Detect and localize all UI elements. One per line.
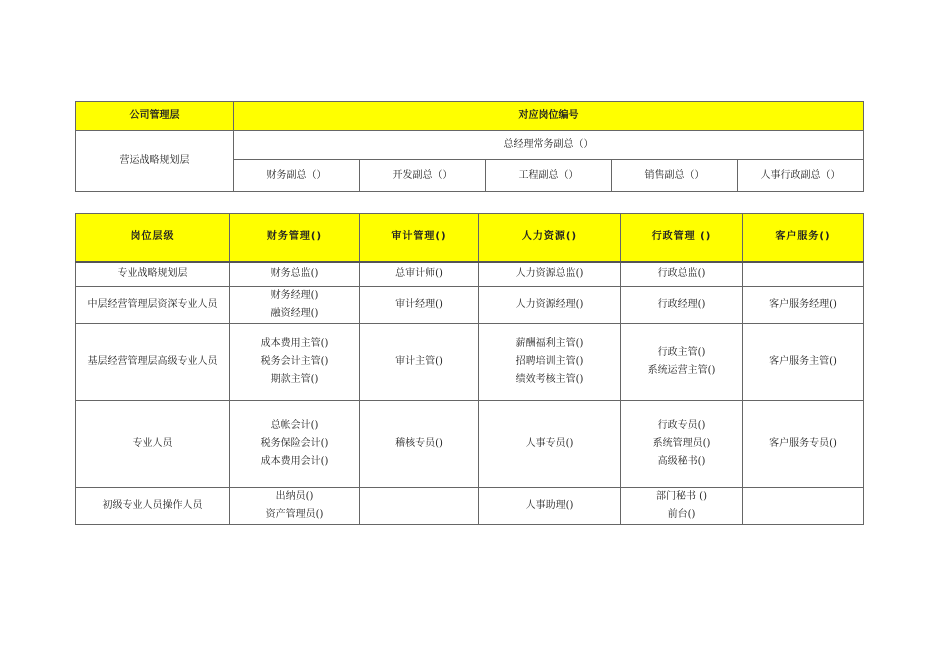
level-cell: 初级专业人员操作人员 — [76, 488, 230, 525]
audit-cell — [360, 488, 479, 525]
sub-position-development: 开发副总（） — [360, 160, 486, 192]
service-cell — [743, 262, 864, 287]
top-position: 总经理常务副总（） — [234, 131, 864, 160]
position-name: 出纳员() — [275, 491, 314, 502]
position-name: 人事助理() — [525, 500, 574, 511]
admin-cell — [621, 287, 743, 324]
sub-position-engineering: 工程副总（） — [486, 160, 612, 192]
position-name: 税务保险会计() — [260, 438, 329, 449]
position-name: 绩效考核主管() — [515, 374, 584, 385]
position-name: 期款主管() — [270, 374, 319, 385]
sub-position-sales: 销售副总（） — [612, 160, 738, 192]
hr-cell — [479, 287, 621, 324]
sub-position-hr-admin: 人事行政副总（） — [738, 160, 864, 192]
audit-cell — [360, 401, 479, 488]
position-name: 成本费用会计() — [260, 456, 329, 467]
position-name: 部门秘书 () — [656, 491, 707, 502]
position-name: 高级秘书() — [657, 456, 706, 467]
header-audit: 审计管理() — [360, 214, 479, 262]
position-name: 招聘培训主管() — [515, 356, 584, 367]
hr-cell — [479, 401, 621, 488]
position-name: 薪酬福利主管() — [515, 338, 584, 349]
position-name: 成本费用主管() — [260, 338, 329, 349]
hr-cell — [479, 488, 621, 525]
level-cell: 基层经营管理层高级专业人员 — [76, 324, 230, 401]
table-body — [76, 262, 864, 525]
position-level-table — [75, 213, 864, 525]
position-name: 审计主管() — [395, 356, 443, 367]
finance-cell — [230, 401, 360, 488]
header-hr: 人力资源() — [479, 214, 621, 262]
position-name: 人事专员() — [525, 438, 574, 449]
position-name: 财务经理() — [270, 290, 319, 301]
admin-cell — [621, 488, 743, 525]
finance-cell — [230, 324, 360, 401]
header-finance: 财务管理() — [230, 214, 360, 262]
position-name: 总帐会计() — [270, 420, 319, 431]
position-name: 人力资源总监() — [515, 268, 584, 280]
company-management-table — [75, 101, 864, 192]
header-position-code: 对应岗位编号 — [234, 102, 864, 131]
position-name: 行政总监() — [657, 268, 706, 280]
hr-cell — [479, 324, 621, 401]
service-cell — [743, 324, 864, 401]
position-name: 稽核专员() — [395, 438, 443, 449]
hr-cell — [479, 262, 621, 287]
finance-cell — [230, 287, 360, 324]
position-name: 行政主管() — [657, 347, 706, 358]
table-row — [76, 401, 864, 488]
service-cell — [743, 401, 864, 488]
header-company-management: 公司管理层 — [76, 102, 234, 131]
admin-cell — [621, 401, 743, 488]
position-name: 行政经理() — [657, 299, 706, 310]
header-level: 岗位层级 — [76, 214, 230, 262]
position-name: 前台() — [667, 509, 696, 520]
position-name: 行政专员() — [657, 420, 706, 431]
admin-cell — [621, 262, 743, 287]
finance-cell — [230, 262, 360, 287]
position-name: 客户服务经理() — [769, 299, 837, 310]
level-cell: 中层经营管理层资深专业人员 — [76, 287, 230, 324]
level-cell: 专业人员 — [76, 401, 230, 488]
admin-cell — [621, 324, 743, 401]
service-cell — [743, 488, 864, 525]
row-label-strategy: 营运战略规划层 — [76, 131, 234, 192]
audit-cell — [360, 262, 479, 287]
table-row — [76, 324, 864, 401]
table-row — [76, 287, 864, 324]
position-name: 税务会计主管() — [260, 356, 329, 367]
audit-cell — [360, 287, 479, 324]
table-row — [76, 488, 864, 525]
position-name: 系统运营主管() — [647, 365, 716, 376]
position-name: 资产管理员() — [265, 509, 324, 520]
position-name: 财务总监() — [270, 268, 319, 280]
position-name: 客户服务主管() — [769, 356, 837, 367]
service-cell — [743, 287, 864, 324]
table-row — [76, 262, 864, 287]
position-name: 审计经理() — [395, 299, 443, 310]
header-service: 客户服务() — [743, 214, 864, 262]
position-name: 人力资源经理() — [515, 299, 584, 310]
finance-cell — [230, 488, 360, 525]
position-name: 总审计师() — [395, 268, 443, 280]
audit-cell — [360, 324, 479, 401]
level-cell: 专业战略规划层 — [76, 262, 230, 287]
header-admin: 行政管理 () — [621, 214, 743, 262]
position-name: 系统管理员() — [652, 438, 711, 449]
position-name: 客户服务专员() — [769, 438, 837, 449]
position-name: 融资经理() — [270, 308, 319, 319]
sub-position-finance: 财务副总（） — [234, 160, 360, 192]
